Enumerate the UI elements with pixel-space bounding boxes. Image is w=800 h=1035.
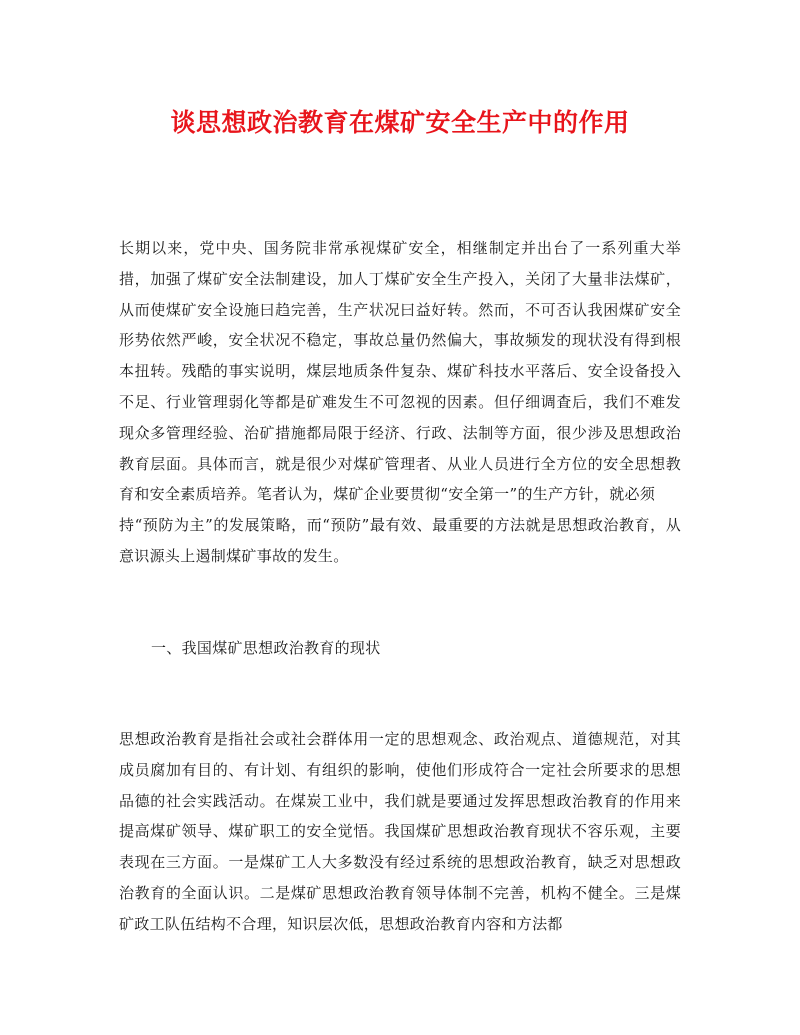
intro-paragraph-2: 持“预防为主”的发展策略，而“预防”最有效、最重要的方法就是思想政治教育，从意识源头上遏制煤矿事故的发生。	[119, 516, 681, 565]
section-1-header	[151, 633, 713, 664]
intro-paragraph-1: 长期以来，党中央、国务院非常承视煤矿安全，相继制定并出台了一系列重大举措，加强了煤矿安全法制建设，加人丁煤矿安全生产投入，关闭了大量非法煤矿，从而使煤矿安全设施曰趋完善，生产状况曰益好转。然而，不可否认我困煤矿安全形势依然严峻，安全状况不稳定，事故总量仍然偏大，事故频发的现状没有得到根本扭转。残酷的事实说明，煤层地质条件复杂、煤矿科技水平落后、安全设备投入不足、行业管理弱化等都是矿难发生不可忽视的因素。但仔细调査后，我们不难发现众多管理经验、治矿措施都局限于经济、行政、法制等方面，很少涉及思想政治教育层面。具体而言，就是很少对煤矿管理者、从业人员进行全方位的安全思想教育和安全素质培养。笔者认为，煤矿企业要贯彻“安全第一”的生产方针，就必须	[119, 239, 681, 504]
section-1-paragraph: 思想政治教育是指社会或社会群体用一定的思想观念、政治观点、道德规范，对其成员腐加有目的、有计划、有组织的影响，使他们形成符合一定社会所要求的思想品德的社会实践活动。在煤炭工业中，我们就是要通过发挥思想政治教育的作用来提高煤矿领导、煤矿职工的安全觉悟。我国煤矿思想政治教育现状不容乐观，主要表现在三方面。一是煤矿工人大多数没有经过系统的思想政治教育，缺乏对思想政治教育的全面认识。二是煤矿思想政治教育领导体制不完善，机构不健全。三是煤矿政工队伍结构不合理，知识层次低，思想政治教育内容和方法都	[119, 730, 681, 933]
document-title: 谈思想政治教育在煤矿安全生产中的作用	[170, 108, 630, 137]
intro-section	[119, 233, 681, 572]
section-1-body	[119, 724, 681, 940]
section-heading: 一、我国煤矿思想政治教育的现状	[151, 639, 381, 657]
